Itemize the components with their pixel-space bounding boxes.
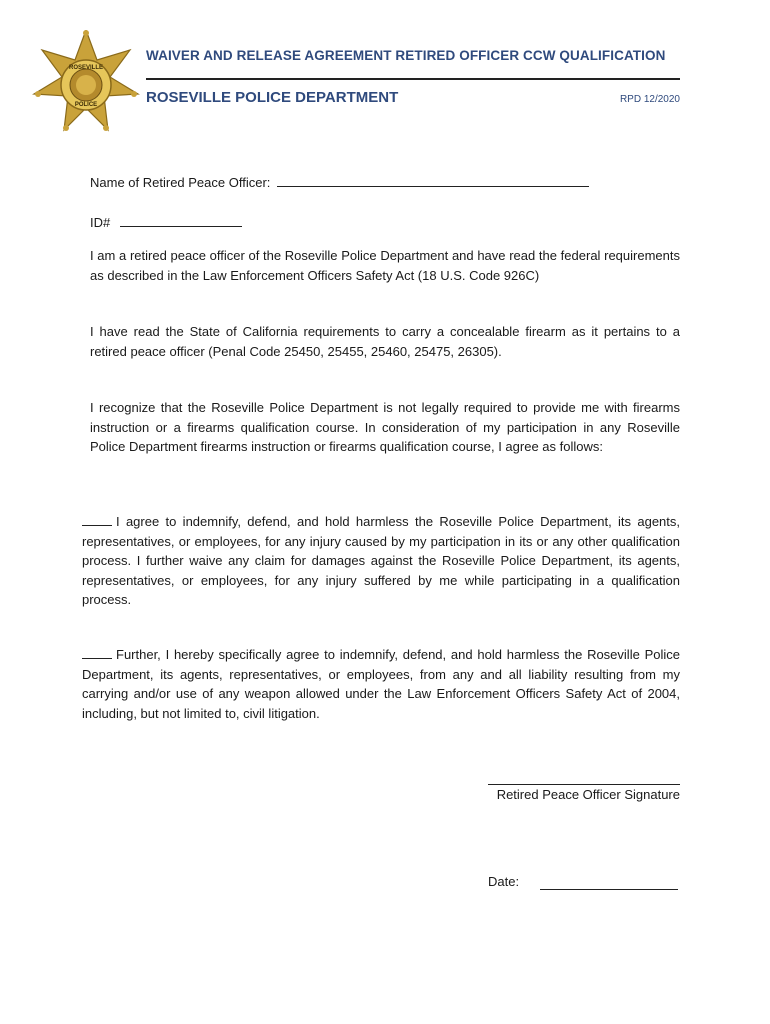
name-input-line[interactable] bbox=[277, 172, 589, 187]
document-title: WAIVER AND RELEASE AGREEMENT RETIRED OFFICER CCW QUALIFICATION bbox=[146, 48, 666, 63]
name-label: Name of Retired Peace Officer: bbox=[90, 175, 271, 190]
signature-line[interactable] bbox=[488, 784, 680, 785]
id-input-line[interactable] bbox=[120, 212, 242, 227]
id-field-row bbox=[90, 212, 242, 230]
clause-further-text: Further, I hereby specifically agree to indemnify, defend, and hold harmless the Roseville Police Department, its agents, representatives, or employees, from any and all liability resulting from my carrying and/or use of any weapon allowed under the Law Enforcement Officers Safety Act of 2004, including, but not limited to, civil litigation. bbox=[82, 647, 680, 721]
date-input-line[interactable] bbox=[540, 889, 678, 890]
badge-text-bottom: POLICE bbox=[74, 102, 98, 108]
initial-line-2[interactable] bbox=[82, 645, 112, 659]
department-name: ROSEVILLE POLICE DEPARTMENT bbox=[146, 89, 399, 106]
title-divider bbox=[146, 78, 680, 80]
clause-indemnify bbox=[82, 512, 680, 610]
paragraph-recognition: I recognize that the Roseville Police Department is not legally required to provide me with firearms instruction or a firearms qualification course. In consideration of my participation in any Roseville Police Department firearms instruction or firearms qualification course, I agree as follows: bbox=[90, 400, 680, 454]
name-field-row bbox=[90, 172, 589, 190]
badge-text-top: ROSEVILLE bbox=[68, 65, 104, 71]
id-label: ID# bbox=[90, 215, 111, 230]
date-label: Date: bbox=[488, 874, 520, 889]
form-code: RPD 12/2020 bbox=[619, 94, 680, 105]
police-badge-logo bbox=[30, 30, 142, 134]
clause-indemnify-text: I agree to indemnify, defend, and hold harmless the Roseville Police Department, its agents, representatives, or employees, for any injury caused by my participation in its or any other qualification process. I further waive any claim for damages against the Roseville Police Department, its agents, representatives, or employees, for any injury suffered by me while participating in a qualification process. bbox=[82, 514, 680, 607]
signature-label: Retired Peace Officer Signature bbox=[496, 787, 680, 802]
paragraph-federal-requirements: I am a retired peace officer of the Roseville Police Department and have read the federal requirements as described in the Law Enforcement Officers Safety Act (18 U.S. Code 926C) bbox=[90, 248, 680, 283]
initial-line-1[interactable] bbox=[82, 512, 112, 526]
paragraph-state-requirements: I have read the State of California requirements to carry a concealable firearm as it pertains to a retired peace officer (Penal Code 25450, 25455, 25460, 25475, 26305). bbox=[90, 324, 680, 359]
clause-further-indemnify bbox=[82, 645, 680, 723]
